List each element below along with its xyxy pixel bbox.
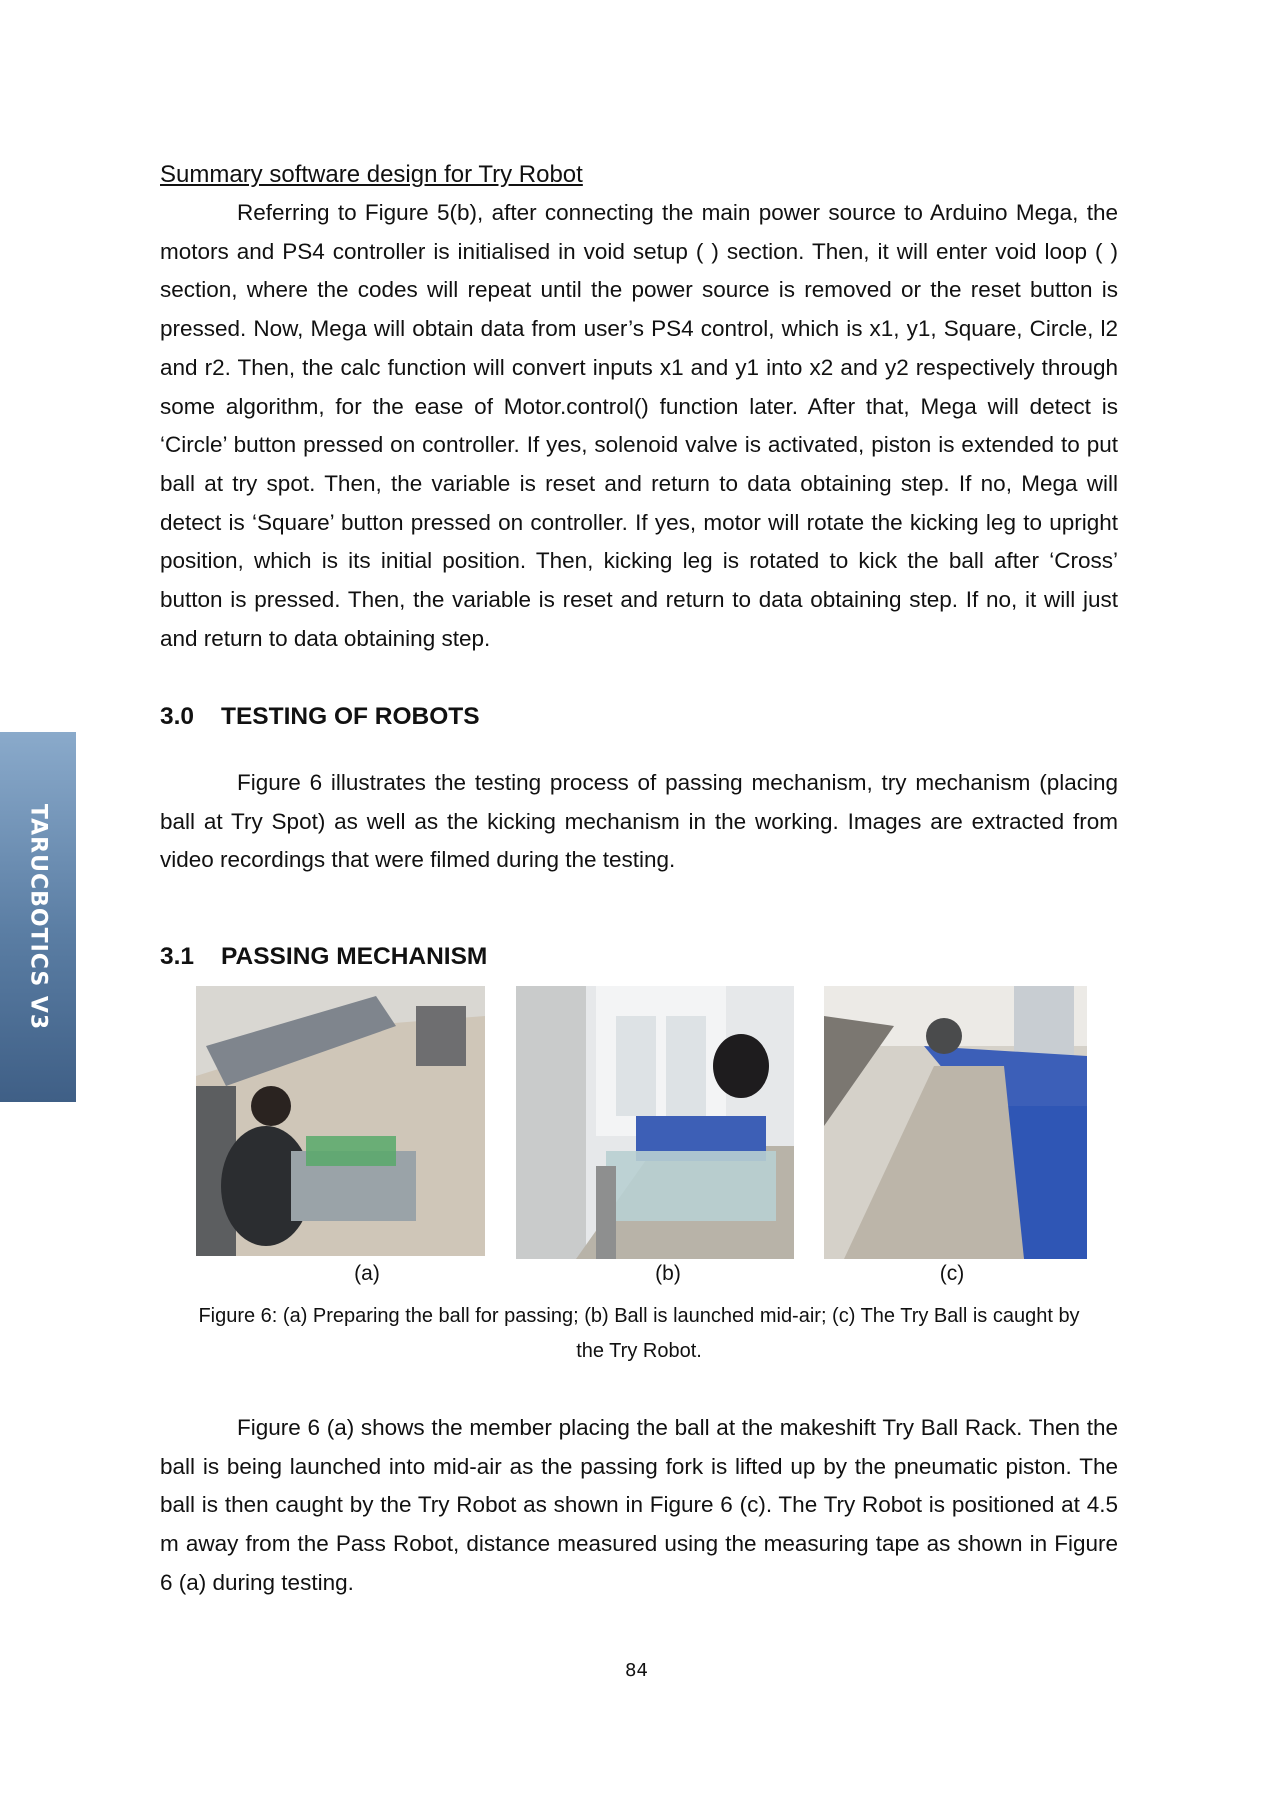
- side-tab-label: TARUCBOTICS V3: [25, 803, 51, 1031]
- closing-paragraph: Figure 6 (a) shows the member placing the ball at the makeshift Try Ball Rack. Then the ball is being launched into mid-air as the passing fork is lifted up by the pneumatic piston. The ball is then caught by the Try Robot as shown in Figure 6 (c). The Try Robot is positioned at 4.5 m away from the Pass Robot, distance measured using the measuring tape as shown in Figure 6 (a) during testing.: [160, 1415, 1118, 1595]
- caption-line: Figure 6: (a) Preparing the ball for passing; (b) Ball is launched mid-air; (c) The Try Ball is caught by: [198, 1305, 1080, 1327]
- figure-label-c: (c): [939, 1262, 965, 1285]
- section-passing-heading: [160, 942, 487, 972]
- section-number: 3.0: [160, 703, 195, 730]
- figure-photo-a: [196, 986, 485, 1256]
- figure-caption: [160, 1299, 1118, 1369]
- summary-heading: Summary software design for Try Robot: [160, 161, 583, 188]
- page-number: 84: [625, 1660, 648, 1681]
- section-title: PASSING MECHANISM: [221, 943, 488, 970]
- section-testing-heading: [160, 702, 480, 732]
- summary-paragraph: Referring to Figure 5(b), after connecting the main power source to Arduino Mega, the motors and PS4 controller is initialised in void setup ( ) section. Then, it will enter void loop ( ) section, where the codes will repeat until the power source is removed or the reset button is pressed. Now, Mega will obtain data from user’s PS4 control, which is x1, y1, Square, Circle, l2 and r2. Then, the calc function will convert inputs x1 and y1 into x2 and y2 respectively through some algorithm, for the ease of Motor.control() function later. After that, Mega will detect is ‘Circle’ button pressed on controller. If yes, solenoid valve is activated, piston is extended to put ball at try spot. Then, the variable is reset and return to data obtaining step. If no, Mega will detect is ‘Square’ button pressed on controller. If yes, motor will rotate the kicking leg to upright position, which is its initial position. Then, kicking leg is rotated to kick the ball after ‘Cross’ button is pressed. Then, the variable is reset and return to data obtaining step. If no, it will just and return to data obtaining step.: [160, 200, 1118, 651]
- caption-line: the Try Robot.: [576, 1340, 702, 1362]
- figure-photo-b: [516, 986, 794, 1259]
- section-number: 3.1: [160, 943, 195, 970]
- figure-photo-c: [824, 986, 1087, 1259]
- figure-label-b: (b): [655, 1262, 681, 1285]
- figure-label-a: (a): [354, 1262, 380, 1285]
- section-title: TESTING OF ROBOTS: [221, 703, 480, 730]
- testing-paragraph: Figure 6 illustrates the testing process of passing mechanism, try mechanism (placing ball at Try Spot) as well as the kicking mechanism in the working. Images are extracted from video recordings that were filmed during the testing.: [160, 770, 1118, 873]
